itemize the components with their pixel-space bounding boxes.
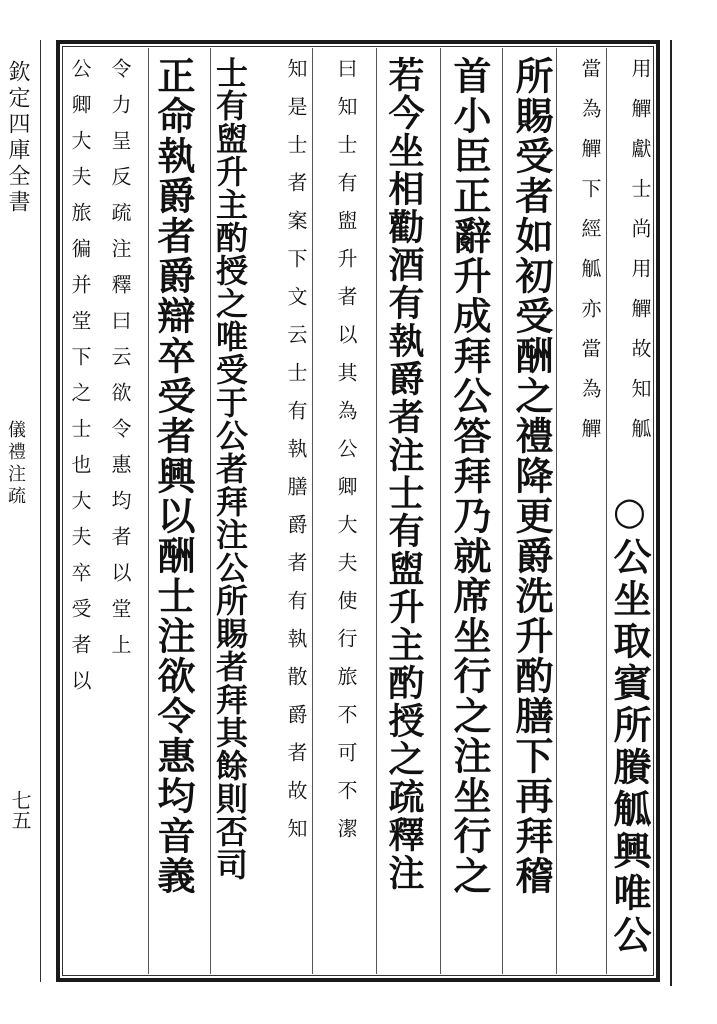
text-column: 公卿大夫旅徧并堂下之士也大夫卒受者以	[68, 58, 92, 706]
text-column: 所賜受者如初受酬之禮降更爵洗升酌膳下再拜稽	[509, 56, 554, 896]
text-column: 令力呈反疏注釋曰云欲令惠均者以堂上	[108, 58, 132, 670]
text-column: 首小臣正辭升成拜公答拜乃就席坐行之注坐行之	[447, 56, 492, 896]
text-column: 曰知士有盥升者以其為公卿大夫使行旅不可不潔	[334, 58, 358, 856]
text-column: 知是士者案下文云士有執膳爵者有執散爵者故知	[284, 58, 308, 856]
column-rule	[440, 48, 441, 974]
text-column: 當為觶下經觚亦當為觶	[578, 58, 602, 458]
text-column: 正命執爵者爵辯卒受者興以酬士注欲令惠均音義	[151, 56, 196, 896]
text-column: ○公坐取賓所賸觚興唯公	[607, 488, 652, 957]
margin-rule	[40, 40, 41, 982]
text-column: 用觶獻士尚用觶故知觚	[628, 58, 652, 458]
column-rule	[148, 48, 149, 974]
column-rule	[376, 48, 377, 974]
column-rule	[312, 48, 313, 974]
right-edge-rule	[670, 40, 672, 986]
column-rule	[556, 48, 557, 974]
text-column: 若今坐相勸酒有執爵者注士有盥升主酌授之疏釋注	[383, 56, 425, 892]
text-column: 士有盥升主酌授之唯受于公者拜注公所賜者拜其餘則否司	[211, 56, 249, 881]
margin-subtitle: 儀禮注疏	[5, 420, 26, 508]
column-rule	[502, 48, 503, 974]
margin-title: 欽定四庫全書	[5, 60, 30, 216]
folio-number: 七五	[8, 790, 32, 830]
